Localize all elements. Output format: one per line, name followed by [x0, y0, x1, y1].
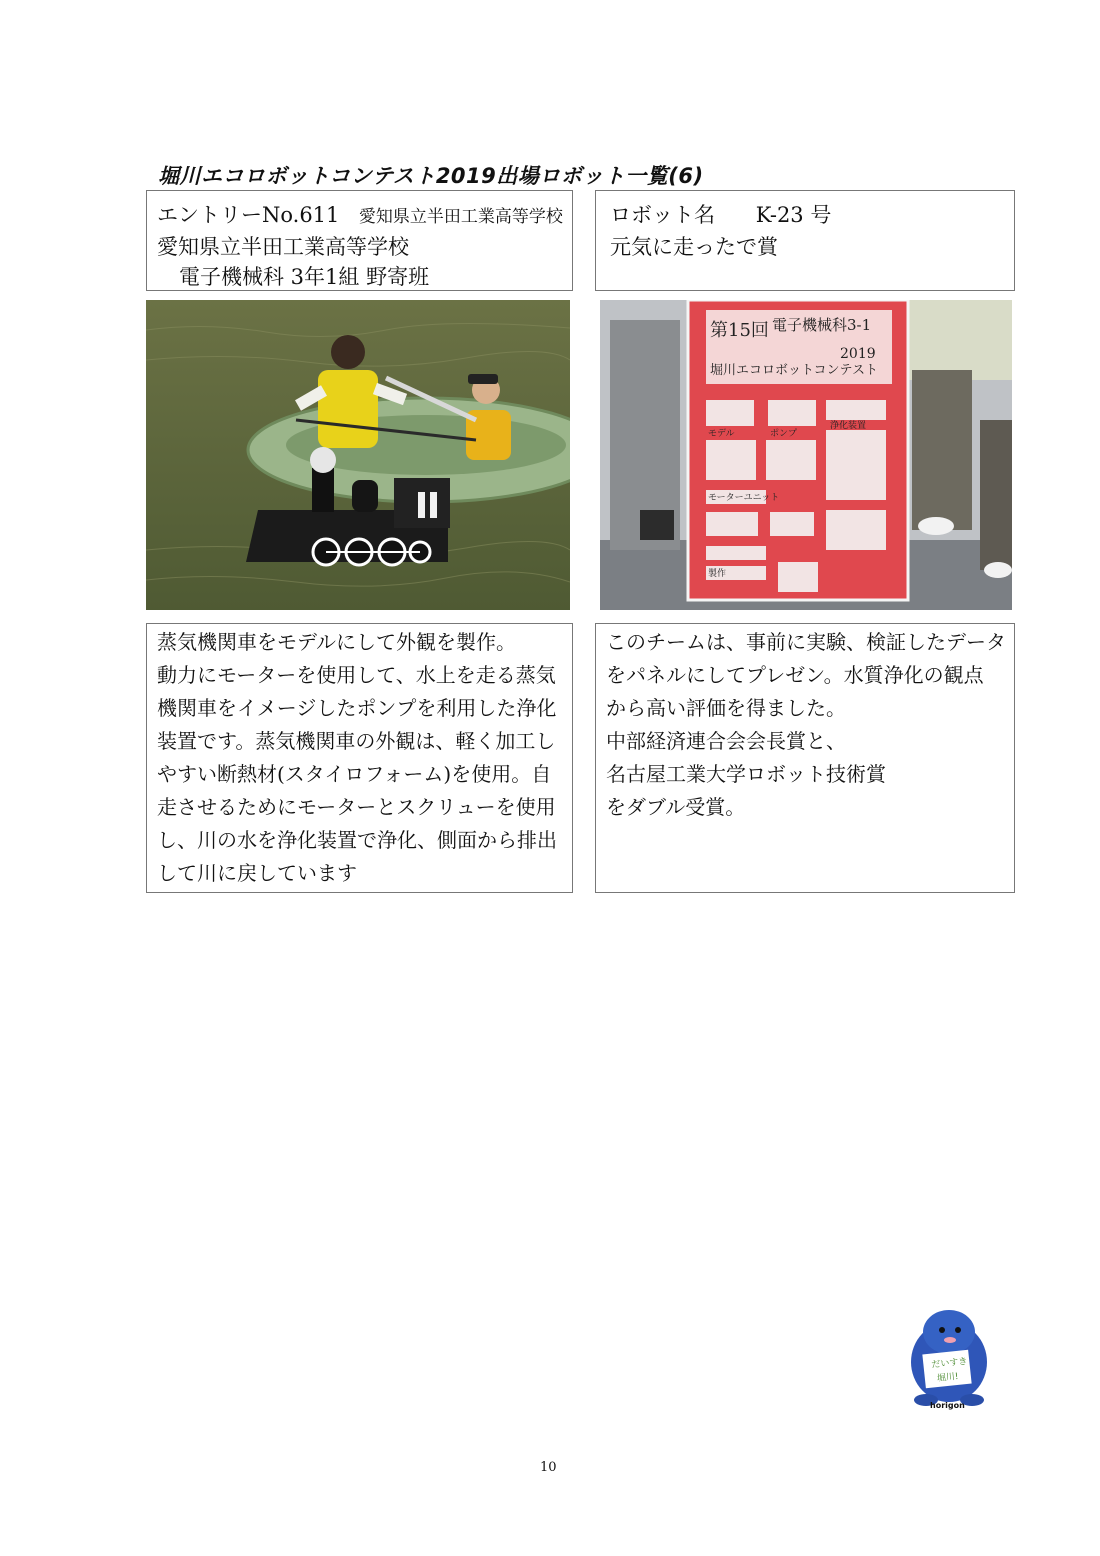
entry-number: エントリーNo.611 [157, 203, 340, 227]
robot-description-line: し、川の水を浄化装置で浄化、側面から排出 [157, 828, 557, 852]
entry-info-box [146, 190, 573, 291]
robot-info-box [595, 190, 1015, 291]
robot-name-label: ロボット名 [610, 203, 715, 227]
robot-description-line: して川に戻しています [157, 861, 357, 885]
poster-class-text: 電子機械科3-1 [772, 316, 872, 334]
evaluation-line: をダブル受賞。 [606, 795, 746, 819]
evaluation-line: をパネルにしてプレゼン。水質浄化の観点 [606, 663, 984, 687]
poster-year-text: 2019 [840, 346, 876, 362]
robot-description-box [146, 623, 573, 893]
robot-award: 元気に走ったで賞 [610, 235, 778, 259]
evaluation-lines [606, 626, 1006, 824]
entry-team: 電子機械科 3年1組 野寄班 [179, 265, 430, 289]
poster-label-pump: ポンプ [770, 429, 798, 439]
entry-school: 愛知県立半田工業高等学校 [157, 235, 409, 259]
robot-description-line: 機関車をイメージしたポンプを利用した浄化 [157, 696, 557, 720]
robot-description-line: 蒸気機関車をモデルにして外観を製作。 [157, 630, 516, 654]
poster-label-model: モデル [708, 429, 735, 439]
page-number: 10 [540, 1460, 557, 1475]
poster-label-motor-unit: モーターユニット [708, 493, 780, 503]
presentation-poster-photo [600, 300, 1012, 610]
page-title: 堀川エコロボットコンテスト2019出場ロボット一覧(6) [158, 164, 704, 188]
robot-description-line: 装置です。蒸気機関車の外観は、軽く加工し [157, 729, 556, 753]
robot-train-photo [146, 300, 570, 610]
mascot-name: horigon [930, 1401, 965, 1410]
robot-description-lines [157, 626, 557, 890]
poster-label-making: 製作 [708, 569, 727, 579]
evaluation-line: 中部経済連合会会長賞と、 [606, 729, 846, 753]
evaluation-box [595, 623, 1015, 893]
robot-description-line: 動力にモーターを使用して、水上を走る蒸気 [157, 663, 556, 687]
mascot-sign-line2: 堀川! [936, 1371, 960, 1385]
robot-description-line: やすい断熱材(スタイロフォーム)を使用。自 [157, 762, 552, 786]
evaluation-line: このチームは、事前に実験、検証したデータ [606, 630, 1006, 654]
entry-school-small: 愛知県立半田工業高等学校 [358, 207, 563, 227]
poster-edition-text: 第15回 [710, 320, 769, 341]
evaluation-line: 名古屋工業大学ロボット技術賞 [606, 762, 886, 786]
mascot-horigon [904, 1300, 994, 1410]
poster-label-purifier: 浄化装置 [830, 421, 867, 431]
robot-description-line: 走させるためにモーターとスクリューを使用 [157, 795, 556, 819]
mascot-sign-line1: だいすき [931, 1356, 968, 1371]
poster-contest-text: 堀川エコロボットコンテスト [710, 363, 878, 378]
robot-name-value: K-23 号 [755, 203, 832, 227]
evaluation-line: から高い評価を得ました。 [606, 696, 846, 720]
